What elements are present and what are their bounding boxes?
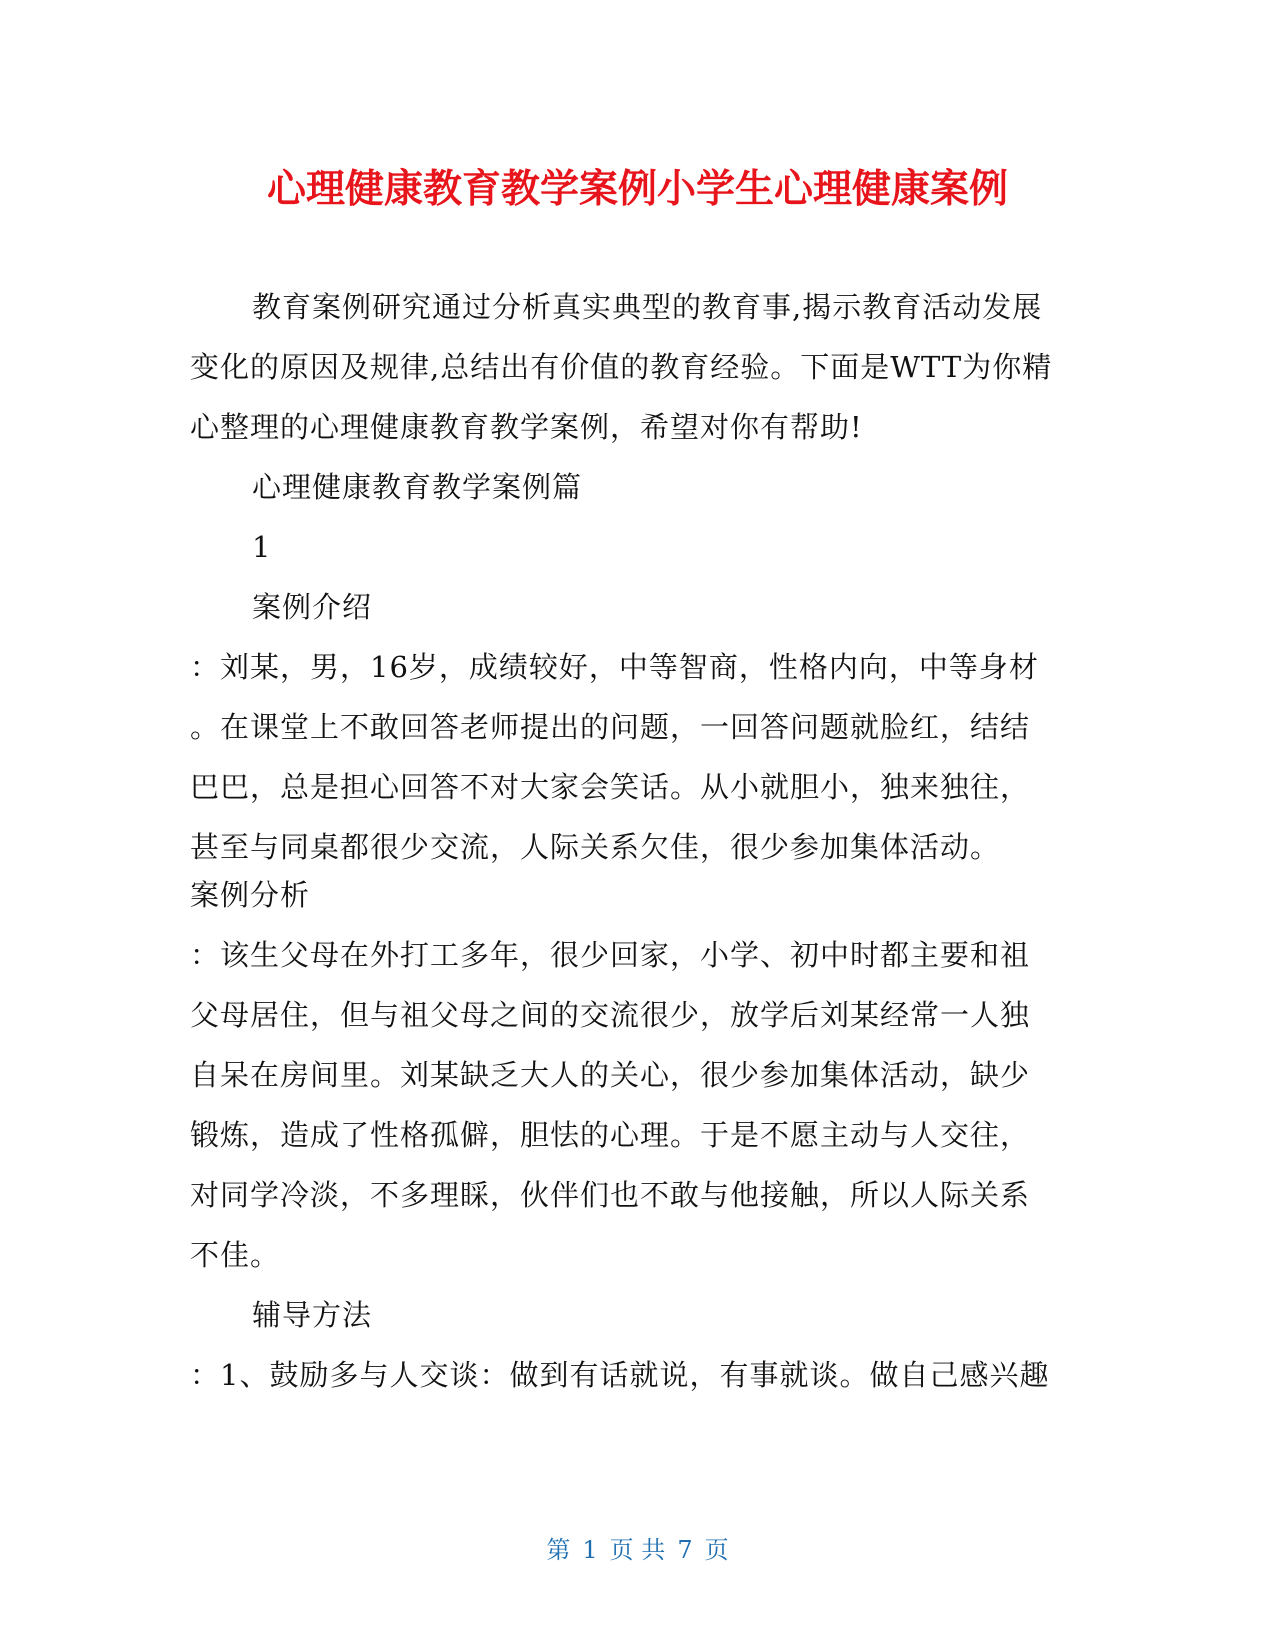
paragraph-line: 父母居住，但与祖父母之间的交流很少，放学后刘某经常一人独 xyxy=(190,998,1031,1032)
footer-current-page: 1 xyxy=(582,1536,598,1564)
paragraph-line: 锻炼，造成了性格孤僻，胆怯的心理。于是不愿主动与人交往， xyxy=(190,1118,1031,1152)
paragraph-line: 心整理的心理健康教育教学案例，希望对你有帮助! xyxy=(190,410,863,444)
footer-total-pages: 7 xyxy=(677,1536,693,1564)
paragraph-line: 自呆在房间里。刘某缺乏大人的关心，很少参加集体活动，缺少 xyxy=(190,1058,1031,1092)
paragraph-line: 教育案例研究通过分析真实典型的教育事,揭示教育活动发展 xyxy=(252,290,1043,324)
footer-prefix: 第 xyxy=(546,1536,571,1564)
paragraph-line: 。在课堂上不敢回答老师提出的问题，一回答问题就脸红，结结 xyxy=(190,710,1031,744)
paragraph-line: ：1、鼓励多与人交谈：做到有话就说，有事就谈。做自己感兴趣 xyxy=(190,1358,1050,1392)
section-heading: 心理健康教育教学案例篇 xyxy=(252,470,583,504)
document-title: 心理健康教育教学案例小学生心理健康案例 xyxy=(266,167,1008,212)
footer-suffix: 页 xyxy=(704,1536,729,1564)
case-analysis-heading: 案例分析 xyxy=(190,878,311,912)
paragraph-line: ：该生父母在外打工多年，很少回家，小学、初中时都主要和祖 xyxy=(190,938,1031,972)
section-number: 1 xyxy=(252,530,272,564)
document-body xyxy=(190,277,1080,1405)
paragraph-line: 巴巴，总是担心回答不对大家会笑话。从小就胆小，独来独往， xyxy=(190,770,1031,804)
paragraph-line: 变化的原因及规律,总结出有价值的教育经验。下面是WTT为你精 xyxy=(190,350,1053,384)
paragraph-line: ：刘某，男，16岁，成绩较好，中等智商，性格内向，中等身材 xyxy=(190,650,1039,684)
case-intro-heading: 案例介绍 xyxy=(252,590,373,624)
paragraph-line: 不佳。 xyxy=(190,1238,281,1272)
paragraph-line: 对同学冷淡，不多理睬，伙伴们也不敢与他接触，所以人际关系 xyxy=(190,1178,1031,1212)
page-footer xyxy=(0,1530,1275,1565)
paragraph-line: 甚至与同桌都很少交流，人际关系欠佳，很少参加集体活动。 xyxy=(190,830,1001,864)
footer-middle: 页 共 xyxy=(609,1536,666,1564)
counseling-method-heading: 辅导方法 xyxy=(252,1298,373,1332)
